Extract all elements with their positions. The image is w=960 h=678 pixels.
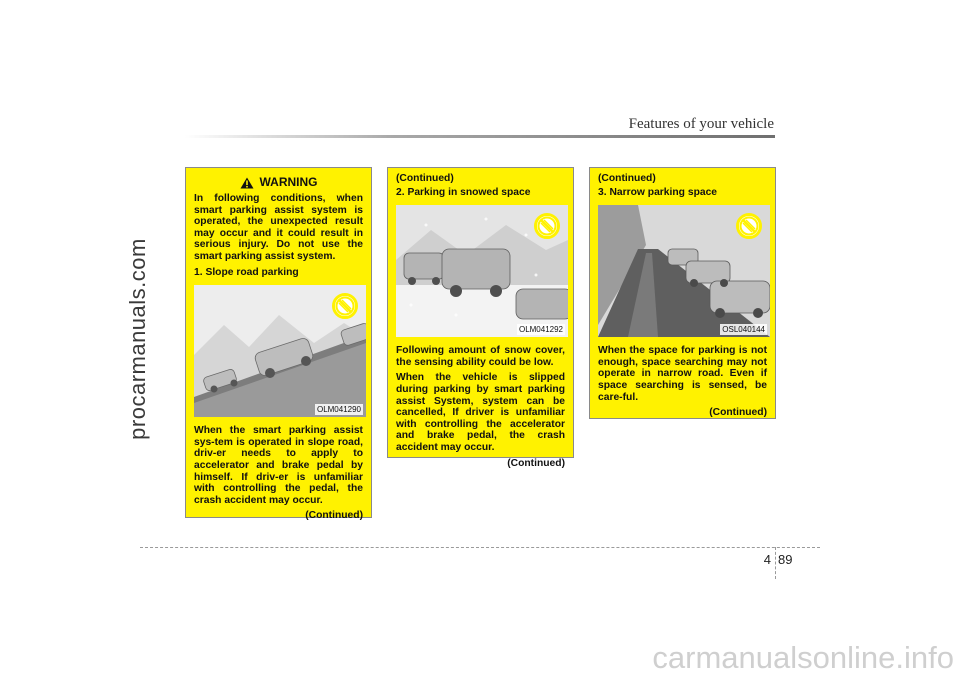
side-watermark: procarmanuals.com <box>125 238 150 440</box>
no-symbol-icon <box>736 213 762 239</box>
figure-narrow-parking <box>598 205 770 337</box>
no-symbol-icon <box>534 213 560 239</box>
continued-start-label: (Continued) <box>598 173 656 184</box>
figure-code: OSL040144 <box>722 324 765 334</box>
bottom-watermark: carmanualsonline.info <box>652 640 954 675</box>
warning-panel-snow <box>387 167 574 469</box>
continued-label: (Continued) <box>507 457 565 469</box>
snow-body-1: Following amount of snow cover, the sensing ability could be low. <box>396 345 565 368</box>
page-number: 89 <box>778 552 793 567</box>
figure-snow-parking <box>396 205 568 337</box>
figure-slope-parking <box>194 285 366 417</box>
continued-start-label: (Continued) <box>396 173 454 184</box>
footer-rule <box>140 547 820 548</box>
page-separator <box>775 547 776 579</box>
header-rule <box>185 135 775 138</box>
warning-panel-slope <box>185 167 372 522</box>
no-symbol-icon <box>332 293 358 319</box>
section-title: Features of your vehicle <box>628 116 774 132</box>
warning-header <box>194 177 363 189</box>
warning-triangle-icon <box>240 177 254 189</box>
narrow-body: When the space for parking is not enough, space searching may not operate in narrow road. Even if space searching is sensed, be care-ful. <box>598 345 767 403</box>
warning-intro: In following conditions, when smart parking assist system is operated, the unexpected result may occur and it could result in serious injury. Do not use the smart parking assist system. <box>194 193 363 262</box>
figure-code: OLM041290 <box>316 404 361 414</box>
item-heading-slope: 1. Slope road parking <box>194 266 299 278</box>
continued-label: (Continued) <box>709 407 767 419</box>
snow-body-2: When the vehicle is slipped during parking by smart parking assist System, system can be cancelled, If driver is unfamiliar with controlling the accelerator and brake pedal, the crash accident may occur. <box>396 372 565 453</box>
page-chapter: 4 <box>763 552 771 567</box>
item-heading-narrow: 3. Narrow parking space <box>598 186 718 198</box>
slope-body: When the smart parking assist sys-tem is operated in slope road, driv-er needs to apply to accelerator and brake pedal by himself. If driv-er is unfamiliar with controlling the pedal, the crash accident may occur. <box>194 425 363 506</box>
continued-label: (Continued) <box>305 510 363 522</box>
item-heading-snow: 2. Parking in snowed space <box>396 186 531 198</box>
warning-panel-narrow <box>589 167 776 419</box>
figure-code: OLM041292 <box>518 324 563 334</box>
warning-title: WARNING <box>259 175 318 190</box>
